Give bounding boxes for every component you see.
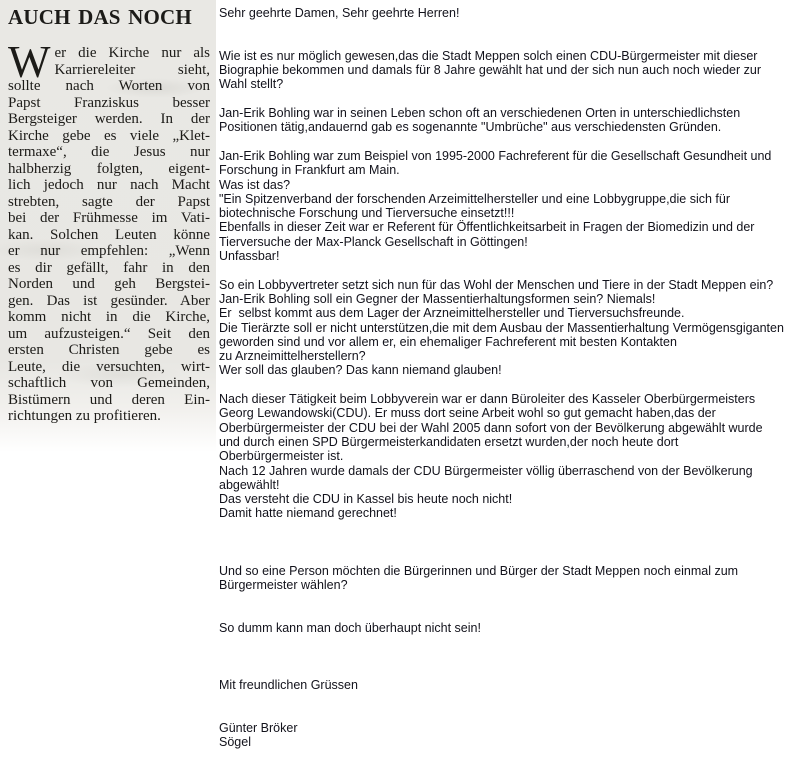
clipping-text-line: halbherzig folgten, eigent- xyxy=(8,160,210,177)
clipping-text-line: gen. Das ist gesünder. Aber xyxy=(8,292,210,309)
letter-text-line: Nach dieser Tätigkeit beim Lobbyverein war er dann Büroleiter des Kasseler Oberbürgermeisters xyxy=(219,392,756,407)
letter-text-line xyxy=(219,263,794,277)
clipping-text-line: kan. Solchen Leuten könne xyxy=(8,226,210,243)
clipping-text-line: komm nicht in die Kirche, xyxy=(8,309,210,325)
letter-text-line xyxy=(219,535,794,549)
letter-text-line: Was ist das? xyxy=(219,177,291,192)
letter-text-line xyxy=(219,635,794,649)
clipping-text-line: sollte nach Worten von xyxy=(8,78,210,94)
letter-text-line: So ein Lobbyvertreter setzt sich nun für das Wohl der Menschen und Tiere in der Stadt Meppen ein? xyxy=(219,277,774,292)
letter-text-line: So dumm kann man doch überhaupt nicht sein! xyxy=(219,620,481,635)
clipping-text-line: Bistümern und deren Ein- xyxy=(8,391,210,408)
clipping-text-line: er die Kirche nur als xyxy=(54,45,210,61)
letter-text-line: Jan-Erik Bohling war zum Beispiel von 1995-2000 Fachreferent für die Gesellschaft Gesundheit und xyxy=(219,148,772,163)
letter-text-line: Wahl stellt? xyxy=(219,77,284,92)
letter-text-line: Biographie bekommen und damals für 8 Jahre gewählt hat und der sich nun auch noch wieder zur xyxy=(219,63,761,78)
letter-body xyxy=(219,6,794,749)
letter-text-line: Bürgermeister wählen? xyxy=(219,577,348,592)
letter-text-line xyxy=(219,20,794,34)
letter-text-line: Oberbürgermeister ist. xyxy=(219,449,344,464)
letter-text-line: Georg Lewandowski(CDU). Er muss dort seine Arbeit wohl so gut gemacht haben,das der xyxy=(219,406,716,421)
clipping-body xyxy=(8,37,210,425)
letter-text-line: Jan-Erik Bohling soll ein Gegner der Massentierhaltungsformen sein? Niemals! xyxy=(219,291,656,306)
clipping-text-line: schaftlich von Gemeinden, xyxy=(8,375,210,391)
letter-text-line xyxy=(219,521,794,535)
letter-text-line: Die Tierärzte soll er nicht unterstützen,die mit dem Ausbau der Massentierhaltung Vermögensgiganten xyxy=(219,320,784,335)
clipping-text-line: ersten Christen gebe es xyxy=(8,342,210,358)
letter-text-line xyxy=(219,35,794,49)
letter-text-line: Günter Bröker xyxy=(219,720,298,735)
clipping-text-line: es dir gefällt, fahr in den xyxy=(8,259,210,276)
clipping-text-line: Norden und geh Bergstei- xyxy=(8,276,210,292)
letter-text-line: Und so eine Person möchten die Bürgerinnen und Bürger der Stadt Meppen noch einmal zum xyxy=(219,563,739,578)
letter-text-line: Nach 12 Jahren wurde damals der CDU Bürgermeister völlig überraschend von der Bevölkerung xyxy=(219,463,753,478)
clipping-text-line: strebten, sagte der Papst xyxy=(8,193,210,210)
clipping-text-line: richtungen zu profitieren. xyxy=(8,408,161,424)
letter-text-line: biotechnische Forschung und Tierversuche einsetzt!!! xyxy=(219,206,515,221)
letter-text-line: Wie ist es nur möglich gewesen,das die Stadt Meppen solch einen CDU-Bürgermeister mit dieser xyxy=(219,48,758,63)
clipping-text-line: Papst Franziskus besser xyxy=(8,94,210,111)
letter-text-line: Wer soll das glauben? Das kann niemand glauben! xyxy=(219,363,502,378)
clipping-text-line: Leute, die versuchten, wirt- xyxy=(8,358,210,375)
clipping-dropcap: W xyxy=(8,37,51,87)
clipping-text-line: bei der Frühmesse im Vati- xyxy=(8,210,210,226)
letter-text-line: Positionen tätig,andauernd gab es sogenannte "Umbrüche" aus verschiedensten Gründen. xyxy=(219,120,722,135)
letter-text-line: Damit hatte niemand gerechnet! xyxy=(219,506,397,521)
letter-text-line: Sehr geehrte Damen, Sehr geehrte Herren! xyxy=(219,6,460,20)
letter-text-line: Das versteht die CDU in Kassel bis heute noch nicht! xyxy=(219,492,513,507)
letter-text-line xyxy=(219,92,794,106)
letter-text-line: "Ein Spitzenverband der forschenden Arzeimittelhersteller und eine Lobbygruppe,die sich für xyxy=(219,191,730,206)
letter-text-line: Tierversuche der Max-Planck Gesellschaft in Göttingen! xyxy=(219,234,528,249)
letter-text-line xyxy=(219,592,794,606)
letter-text-line: Mit freundlichen Grüssen xyxy=(219,677,358,692)
letter-text-line: Jan-Erik Bohling war in seinen Leben schon oft an verschiedenen Orten in unterschiedlichsten xyxy=(219,106,741,121)
letter-text-line xyxy=(219,135,794,149)
letter-text-line xyxy=(219,692,794,706)
letter-text-line: und durch einen SPD Bürgermeisterkandidaten ersetzt wurden,der noch heute dort xyxy=(219,434,679,449)
letter-text-line xyxy=(219,549,794,563)
letter-text-line xyxy=(219,649,794,663)
clipping-text-line: um aufzusteigen.“ Seit den xyxy=(8,325,210,342)
letter-text-line: Er selbst kommt aus dem Lager der Arzneimittelhersteller und Tierversuchsfreunde. xyxy=(219,306,685,321)
letter-text-line: Sögel xyxy=(219,735,251,750)
letter-text-line: zu Arzneimittelherstellern? xyxy=(219,349,366,364)
letter-text-line: Unfassbar! xyxy=(219,249,280,264)
clipping-text-line: Karriereleiter sieht, xyxy=(54,61,210,78)
letter-text-line xyxy=(219,664,794,678)
letter-text-line xyxy=(219,606,794,620)
letter-text-line: abgewählt! xyxy=(219,477,280,492)
letter-text-line: geworden sind und vor allem er, ein ehemaliger Fachreferent mit besten Kontakten xyxy=(219,334,677,349)
letter-text-line xyxy=(219,707,794,721)
clipping-text-line: Kirche gebe es viele „Klet- xyxy=(8,127,210,144)
letter-text-line: Oberbürgermeister der CDU bei der Wahl 2005 dann sofort von der Bevölkerung abgewählt wurde xyxy=(219,420,763,435)
letter-text-line: Ebenfalls in dieser Zeit war er Referent für Öffentlichkeitsarbeit in Fragen der Biomedizin und der xyxy=(219,220,755,235)
letter-text-line xyxy=(219,378,794,392)
clipping-text-line: termaxe“, die Jesus nur xyxy=(8,144,210,160)
clipping-text-line: lich jedoch nur nach Macht xyxy=(8,177,210,193)
clipping-headline: AUCH DAS NOCH xyxy=(8,5,192,29)
letter-text-line: Forschung in Frankfurt am Main. xyxy=(219,163,400,178)
newspaper-clipping xyxy=(0,0,216,452)
clipping-text-line: er nur empfehlen: „Wenn xyxy=(8,243,210,259)
clipping-text-line: Bergsteiger werden. In der xyxy=(8,111,210,127)
